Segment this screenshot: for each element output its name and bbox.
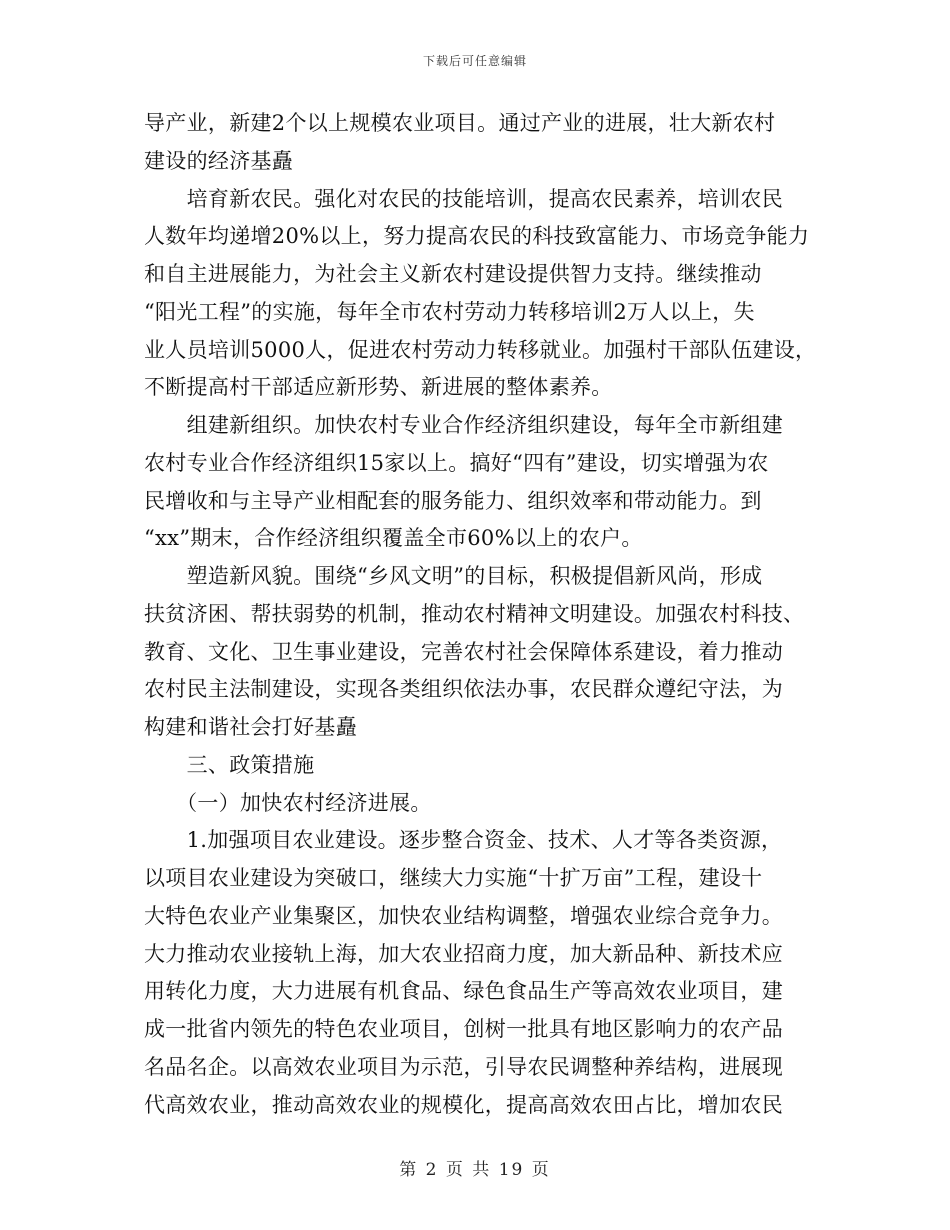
text-line: 人数年均递增20%以上，努力提高农民的科技致富能力、市场竞争能力 bbox=[144, 224, 810, 249]
subsection-heading: （一）加快农村经济进展。 bbox=[144, 790, 432, 815]
text-line: 建设的经济基矗 bbox=[144, 148, 294, 173]
page-header: 下载后可任意编辑 bbox=[422, 54, 527, 68]
text-line: “阳光工程”的实施，每年全市农村劳动力转移培训2万人以上，失 bbox=[144, 299, 755, 324]
text-line: 大力推动农业接轨上海，加大农业招商力度，加大新品种、新技术应 bbox=[144, 941, 783, 966]
text-line: 代高效农业，推动高效农业的规模化，提高高效农田占比，增加农民 bbox=[144, 1092, 783, 1117]
text-line: 农村专业合作经济组织15家以上。搞好“四有”建设，切实增强为农 bbox=[144, 450, 769, 475]
text-line: 名品名企。以高效农业项目为示范，引导农民调整种养结构，进展现 bbox=[144, 1054, 783, 1079]
text-line: 培育新农民。强化对农民的技能培训，提高农民素养，培训农民 bbox=[144, 186, 783, 211]
text-line: 用转化力度，大力进展有机食品、绿色食品生产等高效农业项目，建 bbox=[144, 979, 783, 1004]
text-line: 民增收和与主导产业相配套的服务能力、组织效率和带动能力。到 bbox=[144, 488, 762, 513]
section-heading: 三、政策措施 bbox=[144, 752, 315, 777]
text-line: 和自主进展能力，为社会主义新农村建设提供智力支持。继续推动 bbox=[144, 262, 762, 286]
text-line: 组建新组织。加快农村专业合作经济组织建设，每年全市新组建 bbox=[144, 413, 783, 437]
text-line: 教育、文化、卫生事业建设，完善农村社会保障体系建设，着力推动 bbox=[144, 639, 783, 664]
text-line: 导产业，新建2个以上规模农业项目。通过产业的进展，壮大新农村 bbox=[144, 111, 776, 135]
text-line: 以项目农业建设为突破口，继续大力实施“十扩万亩”工程，建设十 bbox=[144, 866, 763, 890]
text-line: 1.加强项目农业建设。逐步整合资金、技术、人才等各类资源， bbox=[144, 828, 783, 853]
document-body bbox=[144, 105, 824, 1124]
text-line: 大特色农业产业集聚区，加快农业结构调整，增强农业综合竞争力。 bbox=[144, 903, 783, 928]
text-line: 构建和谐社会打好基矗 bbox=[144, 715, 357, 739]
text-line: 不断提高村干部适应新形势、新进展的整体素养。 bbox=[144, 375, 613, 400]
text-line: 成一批省内领先的特色农业项目，创树一批具有地区影响力的农产品 bbox=[144, 1017, 783, 1041]
text-line: 业人员培训5000人，促进农村劳动力转移就业。加强村干部队伍建设， bbox=[144, 337, 817, 362]
text-line: 农村民主法制建设，实现各类组织依法办事，农民群众遵纪守法，为 bbox=[144, 677, 783, 702]
text-line: 扶贫济困、帮扶弱势的机制，推动农村精神文明建设。加强农村科技、 bbox=[144, 601, 805, 626]
text-line: “xx”期末，合作经济组织覆盖全市60%以上的农户。 bbox=[144, 526, 643, 551]
page-number-footer: 第 2 页 共 19 页 bbox=[399, 1160, 551, 1180]
text-line: 塑造新风貌。围绕“乡风文明”的目标，积极提倡新风尚，形成 bbox=[144, 564, 763, 588]
